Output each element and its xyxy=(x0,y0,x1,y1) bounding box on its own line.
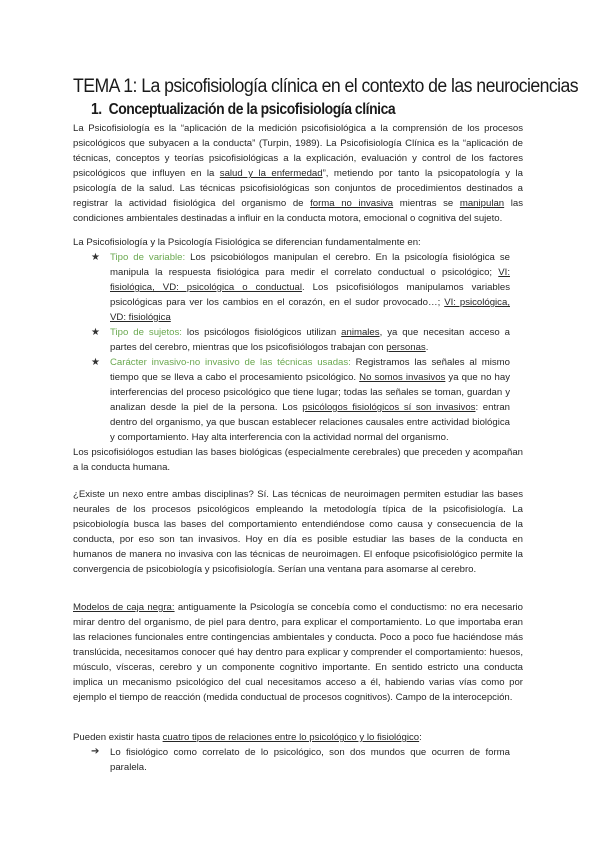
star-icon: ★ xyxy=(91,357,100,368)
section-number: 1. xyxy=(91,101,102,118)
bullet-text: los psicólogos fisiológicos utilizan xyxy=(181,327,342,338)
bullet-label: Tipo de sujetos: xyxy=(110,327,182,338)
star-icon: ★ xyxy=(91,327,100,338)
modelos-label: Modelos de caja negra: xyxy=(73,602,175,613)
bullet-item xyxy=(110,355,510,445)
bullet-underline: psicólogos fisiológicos sí son invasivos xyxy=(302,402,476,413)
relaciones-text-2: : xyxy=(419,732,422,743)
after-bullets-paragraph: Los psicofisiólogos estudian las bases biológicas (especialmente cerebrales) que preceden y acompañan a la conducta humana. xyxy=(73,447,523,473)
intro-text: La Psicofisiología es la “aplicación de la medición psicofisiológica a la comprensión de los procesos psicológicos que subyacen a la conducta” (Turpin, 1989). La Psicofisiología Clínica es la “aplicación de técnicas, conceptos y teorías psicofisiológicas a la explicación, evaluación y control de los factores psicológicos que influyen en la xyxy=(73,123,523,179)
bullet-underline: animales xyxy=(341,327,380,338)
intro-text-4: las condiciones ambientales destinadas a influir en la conducta motora, emocional o cognitiva del sujeto. xyxy=(73,198,524,224)
intro-paragraph xyxy=(73,121,523,226)
relaciones-underline: cuatro tipos de relaciones entre lo psicológico y lo fisiológico xyxy=(162,732,420,743)
section-title: Conceptualización de la psicofisiología clínica xyxy=(108,101,396,118)
bullet-item xyxy=(110,250,510,325)
bullet-underline: VI: psicológica, VD: fisiológica xyxy=(110,297,510,323)
bullet-label: Carácter invasivo-no invasivo de las técnicas usadas: xyxy=(110,357,351,368)
bullet-label: Tipo de variable: xyxy=(110,252,186,263)
intro-underline-1: salud y la enfermedad xyxy=(219,168,323,179)
intro-underline-2: forma no invasiva xyxy=(310,198,394,209)
star-icon: ★ xyxy=(91,252,100,263)
nexo-paragraph: ¿Existe un nexo entre ambas disciplinas? Sí. Las técnicas de neuroimagen permiten estudiar las bases neurales de los procesos psicológicos empleando la metodología típica de la psicofisiología. La psicobiología busca las bases del comportamiento entendiéndose como causa y consecuencia de la conducta, por eso son tan invasivos. Hoy en día es posible estudiar las bases de la conducta en humanos de manera no invasiva con las técnicas de neuroimagen. El enfoque psicofisiológico permite la convergencia de psicobiología y psicofisiología. Serían una ventana para asomarse al cerebro. xyxy=(73,489,523,575)
page-title: TEMA 1: La psicofisiología clínica en el contexto de las neurociencias xyxy=(73,76,579,97)
bullet-item xyxy=(110,325,510,355)
arrow-list-item: Lo fisiológico como correlato de lo psicológico, son dos mundos que ocurren de forma paralela. xyxy=(110,747,510,773)
modelos-text: antiguamente la Psicología se concebía como el conductismo: no era necesario mirar dentro del organismo, de piel para dentro, para explicar el comportamiento. Lo que importaba eran las relaciones funcionales entre contingencias ambientales y conducta. Poco a poco fue haciéndose más translúcida, necesitamos conocer qué hay dentro para explicar y comprender el comportamiento: huesos, músculo, vísceras, cerebro y un componente cognitivo importante. En sentido estricto una conducta implica un mecanismo psicológico del cual necesitamos acceso a él, habiendo varias vías como por ejemplo el tiempo de reacción (medida conductual de procesos cognitivos). Campo de la interocepción. xyxy=(73,602,524,703)
modelos-paragraph xyxy=(73,600,523,705)
bullet-text: ya que no hay interferencias del proceso psicológico que tiene lugar; todas las señales se toman, guardan y analizan desde la piel de la persona. Los xyxy=(110,372,510,413)
bullet-text: , ya que necesitan acceso a partes del cerebro, mientras que los psicofisiólogos trabajan con xyxy=(110,327,510,353)
bullet-text: Registramos las señales al mismo tiempo que se lleva a cabo el procesamiento psicológico. xyxy=(110,357,510,383)
relaciones-paragraph xyxy=(73,730,523,745)
intro-underline-3: manipulan xyxy=(459,198,505,209)
bullet-text: . xyxy=(425,342,429,353)
bullet-text: Los psicobiólogos manipulan el cerebro. En la psicología fisiológica se manipula la respuesta fisiológica para medir el correlato conductual o psicológico; xyxy=(110,252,510,278)
section-heading xyxy=(91,101,395,119)
bullet-underline: No somos invasivos xyxy=(359,372,446,383)
bullet-text: : entran dentro del organismo, ya que buscan establecer relaciones causales entre actividad biológica y comportamiento. Hay alta interferencia con la actividad normal del organismo. xyxy=(110,402,510,443)
intro-text-3: mientras se xyxy=(393,198,460,209)
bullet-underline: VI: fisiológica, VD: psicológica o conductual xyxy=(110,267,510,293)
arrow-icon: ➔ xyxy=(91,746,100,757)
diff-intro: La Psicofisiología y la Psicología Fisiológica se diferencian fundamentalmente en: xyxy=(73,237,421,248)
relaciones-text: Pueden existir hasta xyxy=(73,732,163,743)
bullet-underline: personas xyxy=(386,342,426,353)
intro-text-2: ”, metiendo por tanto la psicopatología y la psicología de la salud. Las técnicas psicofisiológicas son conjuntos de procedimientos destinados a registrar la actividad fisiológica del organismo de xyxy=(73,168,523,209)
bullet-text: . Los psicofisiólogos manipulamos variables psicológicas para ver los cambios en el corazón, en el sudor provocado…; xyxy=(110,282,511,308)
